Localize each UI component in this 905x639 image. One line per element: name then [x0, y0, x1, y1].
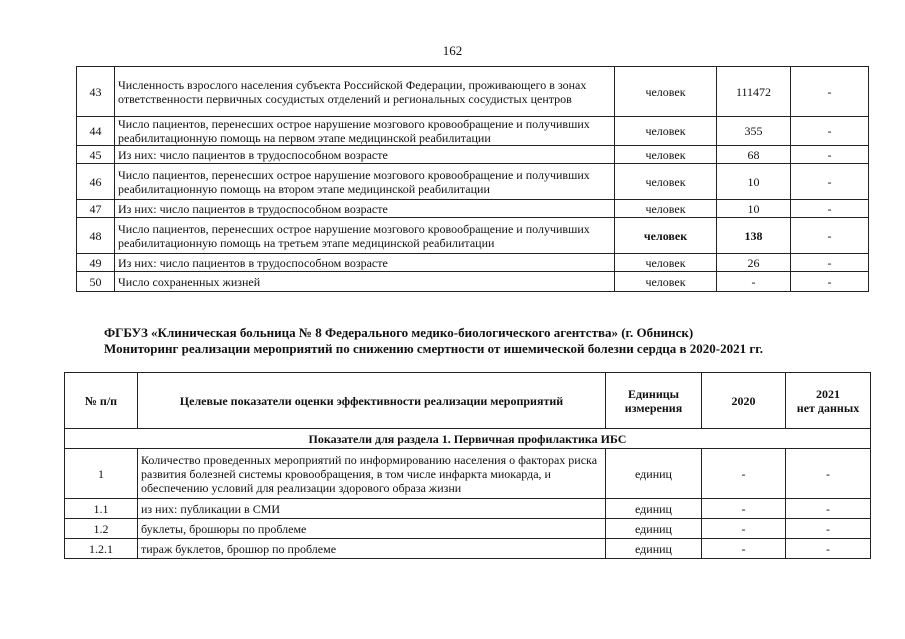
- row-indicator: тираж буклетов, брошюр по проблеме: [138, 539, 606, 559]
- row-number: 45: [77, 146, 115, 164]
- row-value: 355: [717, 117, 791, 146]
- monitoring-table-body: [65, 429, 871, 559]
- row-number: 44: [77, 117, 115, 146]
- row-unit: человек: [615, 67, 717, 117]
- row-number: 1.1: [65, 499, 138, 519]
- row-value-2021: -: [786, 449, 871, 499]
- row-indicator: Численность взрослого населения субъекта Российской Федерации, проживающего в зонах ответственности первичных сосудистых отделений и региональных сосудистых центров: [115, 67, 615, 117]
- row-number: 1: [65, 449, 138, 499]
- row-indicator: Из них: число пациентов в трудоспособном возрасте: [115, 146, 615, 164]
- row-unit: человек: [615, 200, 717, 218]
- row-number: 43: [77, 67, 115, 117]
- row-number: 47: [77, 200, 115, 218]
- row-value-2020: -: [702, 449, 786, 499]
- monitoring-table: [64, 372, 871, 559]
- row-indicator: Количество проведенных мероприятий по информированию населения о факторах риска развития болезней системы кровообращения, в том числе инфаркта миокарда, и обеспечению условий для реализации здорового образа жизни: [138, 449, 606, 499]
- row-indicator: Число сохраненных жизней: [115, 272, 615, 292]
- row-number: 1.2: [65, 519, 138, 539]
- row-value-2020: -: [702, 519, 786, 539]
- row-number: 48: [77, 218, 115, 254]
- row-indicator: Из них: число пациентов в трудоспособном возрасте: [115, 200, 615, 218]
- row-unit: единиц: [606, 519, 702, 539]
- row-unit: человек: [615, 272, 717, 292]
- row-indicator: Число пациентов, перенесших острое нарушение мозгового кровообращение и получивших реабилитационную помощь на первом этапе медицинской реабилитации: [115, 117, 615, 146]
- table-row: [77, 272, 869, 292]
- row-value: 138: [717, 218, 791, 254]
- row-unit: человек: [615, 254, 717, 272]
- header-2021-note: нет данных: [796, 400, 860, 415]
- row-value-2020: -: [702, 499, 786, 519]
- row-value: 10: [717, 164, 791, 200]
- row-value-2021: -: [786, 519, 871, 539]
- header-num: № п/п: [65, 373, 138, 429]
- row-indicator: буклеты, брошюры по проблеме: [138, 519, 606, 539]
- table-row: [65, 539, 871, 559]
- row-indicator: Число пациентов, перенесших острое нарушение мозгового кровообращение и получивших реабилитационную помощь на втором этапе медицинской реабилитации: [115, 164, 615, 200]
- section-heading: [104, 325, 864, 357]
- row-value-2021: -: [786, 539, 871, 559]
- page-number: 162: [442, 43, 463, 58]
- table-row: [77, 200, 869, 218]
- row-indicator: из них: публикации в СМИ: [138, 499, 606, 519]
- row-unit: единиц: [606, 449, 702, 499]
- row-unit: единиц: [606, 539, 702, 559]
- table-row: [77, 164, 869, 200]
- row-indicator: Из них: число пациентов в трудоспособном возрасте: [115, 254, 615, 272]
- row-unit: человек: [615, 218, 717, 254]
- row-extra: -: [791, 164, 869, 200]
- row-extra: -: [791, 67, 869, 117]
- row-extra: -: [791, 200, 869, 218]
- row-extra: -: [791, 117, 869, 146]
- table-row: [65, 519, 871, 539]
- row-extra: -: [791, 218, 869, 254]
- row-value-2021: -: [786, 499, 871, 519]
- row-value: -: [717, 272, 791, 292]
- row-number: 50: [77, 272, 115, 292]
- row-unit: человек: [615, 164, 717, 200]
- row-indicator: Число пациентов, перенесших острое нарушение мозгового кровообращение и получивших реабилитационную помощь на третьем этапе медицинской реабилитации: [115, 218, 615, 254]
- row-extra: -: [791, 272, 869, 292]
- row-value: 68: [717, 146, 791, 164]
- row-value-2020: -: [702, 539, 786, 559]
- section-row: [65, 429, 871, 449]
- row-value: 10: [717, 200, 791, 218]
- heading-line-1: ФГБУЗ «Клиническая больница № 8 Федерального медико-биологического агентства» (г. Обнинск): [104, 325, 694, 340]
- table-row: [77, 67, 869, 117]
- indicator-table-top-body: [77, 67, 869, 292]
- row-extra: -: [791, 254, 869, 272]
- row-unit: единиц: [606, 499, 702, 519]
- header-2021-year: 2021: [816, 386, 840, 401]
- row-extra: -: [791, 146, 869, 164]
- row-number: 1.2.1: [65, 539, 138, 559]
- header-2021: [786, 373, 871, 429]
- row-unit: человек: [615, 146, 717, 164]
- table-row: [77, 254, 869, 272]
- table-row: [77, 117, 869, 146]
- table-row: [77, 218, 869, 254]
- table-row: [65, 499, 871, 519]
- monitoring-table-header-row: [65, 373, 871, 429]
- table-row: [65, 449, 871, 499]
- row-number: 46: [77, 164, 115, 200]
- row-value: 111472: [717, 67, 791, 117]
- header-2020: 2020: [702, 373, 786, 429]
- heading-line-2: Мониторинг реализации мероприятий по снижению смертности от ишемической болезни сердца в 2020-2021 гг.: [104, 341, 763, 356]
- section-title: Показатели для раздела 1. Первичная профилактика ИБС: [65, 429, 871, 449]
- header-unit: Единицы измерения: [606, 373, 702, 429]
- row-number: 49: [77, 254, 115, 272]
- indicator-table-top: [76, 66, 869, 292]
- row-unit: человек: [615, 117, 717, 146]
- header-indicator: Целевые показатели оценки эффективности реализации мероприятий: [138, 373, 606, 429]
- table-row: [77, 146, 869, 164]
- row-value: 26: [717, 254, 791, 272]
